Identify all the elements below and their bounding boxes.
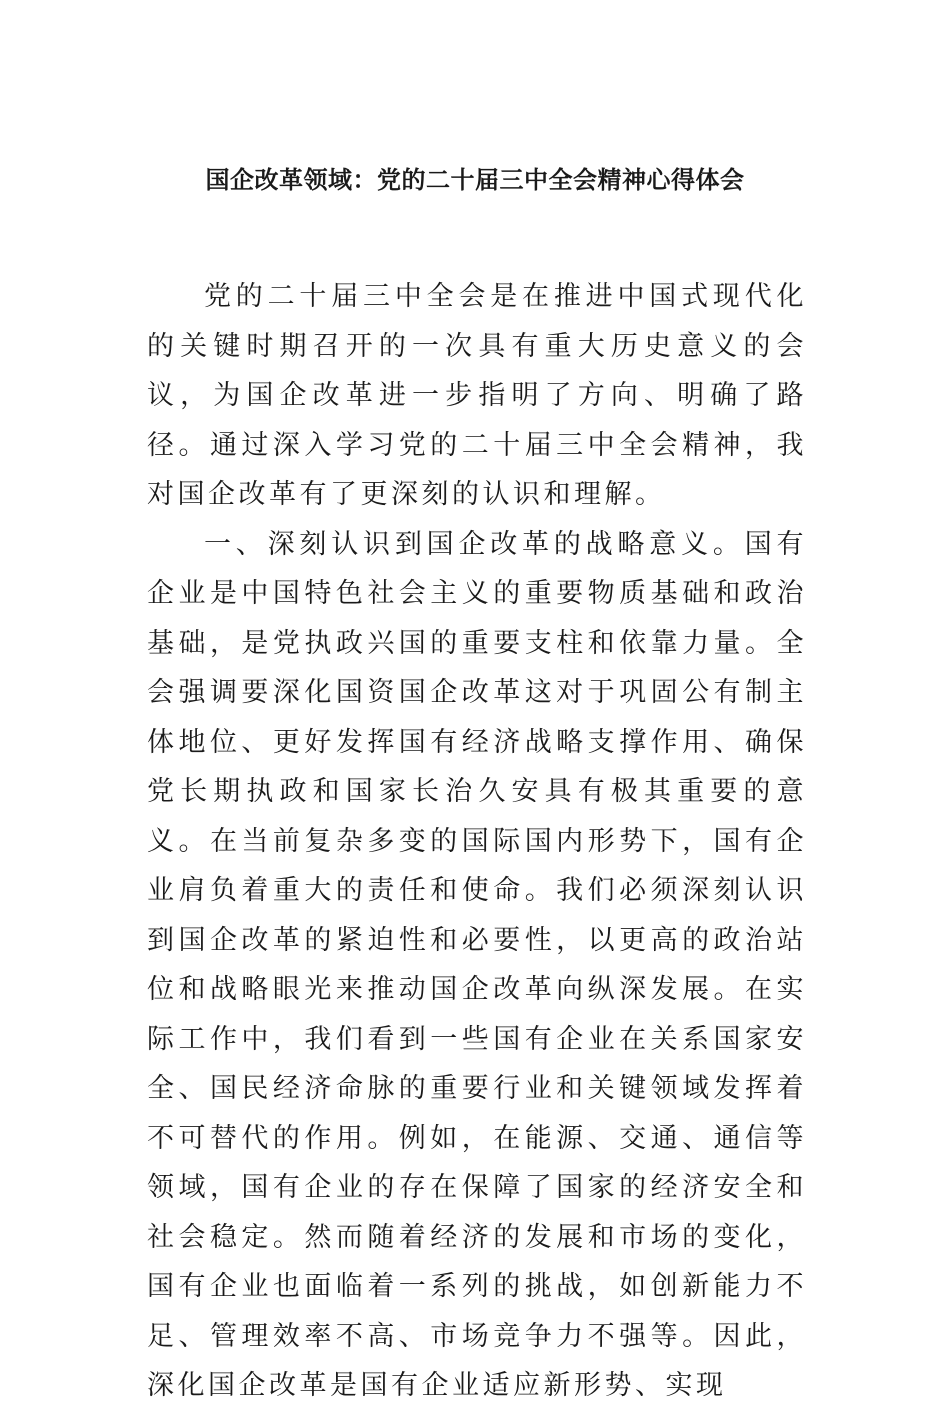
document-title: 国企改革领域：党的二十届三中全会精神心得体会 [205, 166, 745, 194]
paragraph-section-one: 一、深刻认识到国企改革的战略意义。国有企业是中国特色社会主义的重要物质基础和政治基础，是党执政兴国的重要支柱和依靠力量。全会强调要深化国资国企改革这对于巩固公有制主体地位、更好发挥国有经济战略支撑作用、确保党长期执政和国家长治久安具有极其重要的意义。在当前复杂多变的国际国内形势下，国有企业肩负着重大的责任和使命。我们必须深刻认识到国企改革的紧迫性和必要性，以更高的政治站位和战略眼光来推动国企改革向纵深发展。在实际工作中，我们看到一些国有企业在关系国家安全、国民经济命脉的重要行业和关键领域发挥着不可替代的作用。例如，在能源、交通、通信等领域，国有企业的存在保障了国家的经济安全和社会稳定。然而随着经济的发展和市场的变化，国有企业也面临着一系列的挑战，如创新能力不足、管理效率不高、市场竞争力不强等。因此，深化国企改革是国有企业适应新形势、实现 [147, 528, 807, 1401]
document-body [147, 272, 807, 1411]
paragraph-intro: 党的二十届三中全会是在推进中国式现代化的关键时期召开的一次具有重大历史意义的会议，为国企改革进一步指明了方向、明确了路径。通过深入学习党的二十届三中全会精神，我对国企改革有了更深刻的认识和理解。 [147, 281, 807, 510]
